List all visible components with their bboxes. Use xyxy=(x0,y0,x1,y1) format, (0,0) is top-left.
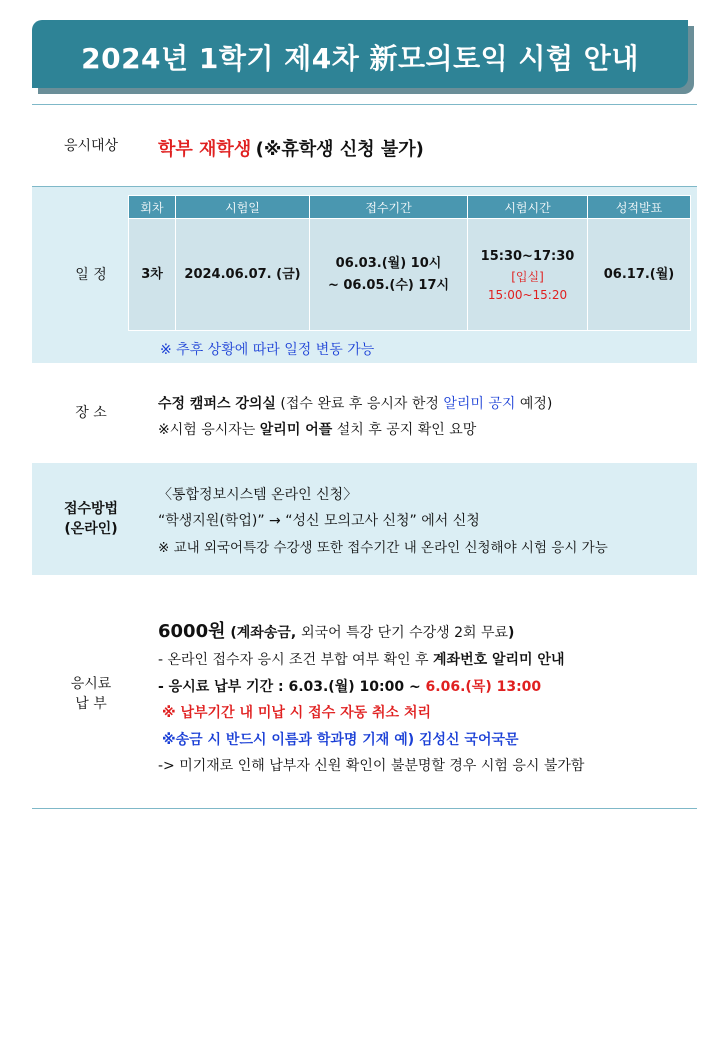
page-title: 2024년 1학기 제4차 新모의토익 시험 안내 xyxy=(81,42,639,75)
fee-amount: 6000원 xyxy=(158,621,226,642)
table-row xyxy=(129,219,691,331)
location-note-a: (접수 완료 후 응시자 한정 xyxy=(275,396,444,412)
exam-time: 15:30~17:30 xyxy=(480,248,575,264)
fee-line2 xyxy=(158,650,564,670)
cell-result: 06.17.(월) xyxy=(588,219,691,331)
divider xyxy=(32,104,697,105)
entry-label: [입실] xyxy=(511,269,544,284)
reg-end: ~ 06.05.(수) 17시 xyxy=(327,277,450,293)
location-line1 xyxy=(158,394,552,414)
schedule-label: 일 정 xyxy=(75,267,107,283)
col-header-date: 시험일 xyxy=(176,196,310,219)
location-line2-bold: 알리미 어플 xyxy=(259,422,333,438)
eligibility-main: 학부 재학생 xyxy=(158,139,252,160)
cell-date: 2024.06.07. (금) xyxy=(176,219,310,331)
fee-line4: ※ 납부기간 내 미납 시 접수 자동 취소 처리 xyxy=(162,705,431,721)
fee-line3-red: 6.06.(목) 13:00 xyxy=(425,679,542,695)
method-line3: ※ 교내 외국어특강 수강생 또한 접수기간 내 온라인 신청해야 시험 응시 가능 xyxy=(158,540,608,556)
entry-time: 15:00~15:20 xyxy=(487,287,568,302)
method-line2: “학생지원(학업)” → “성신 모의고사 신청” 에서 신청 xyxy=(158,513,480,529)
col-header-time: 시험시간 xyxy=(468,196,588,219)
fee-line2-bold: 계좌번호 알리미 안내 xyxy=(433,652,565,668)
eligibility-text xyxy=(158,138,424,163)
location-place: 수정 캠퍼스 강의실 xyxy=(158,396,276,412)
fee-line2-a: - 온라인 접수자 응시 조건 부합 여부 확인 후 xyxy=(158,652,434,668)
fee-amount-line xyxy=(158,620,514,645)
method-label-line2: (온라인) xyxy=(64,521,118,537)
location-line2-b: 설치 후 공지 확인 요망 xyxy=(332,422,477,438)
reg-start: 06.03.(월) 10시 xyxy=(335,255,442,271)
location-line2 xyxy=(158,420,476,440)
divider xyxy=(32,808,697,809)
fee-note-a: (계좌송금, xyxy=(225,625,302,641)
location-note-link: 알리미 공지 xyxy=(443,396,516,412)
cell-time xyxy=(468,219,588,331)
cell-registration xyxy=(310,219,468,331)
fee-line6: -> 미기재로 인해 납부자 신원 확인이 불분명할 경우 시험 응시 불가함 xyxy=(158,758,585,774)
fee-label-line2: 납 부 xyxy=(75,696,107,712)
fee-note-c: ) xyxy=(508,625,515,641)
method-label xyxy=(32,499,150,539)
eligibility-note: (※휴학생 신청 불가) xyxy=(255,139,424,160)
schedule-note: ※ 추후 상황에 따라 일정 변동 가능 xyxy=(160,342,375,358)
method-line1: 〈통합정보시스템 온라인 신청〉 xyxy=(158,487,358,503)
eligibility-label: 응시대상 xyxy=(63,138,119,154)
fee-label xyxy=(32,674,150,714)
schedule-table xyxy=(128,195,691,331)
fee-line3 xyxy=(158,677,541,697)
location-note-b: 예정) xyxy=(515,396,553,412)
fee-label-line1: 응시료 xyxy=(70,676,112,692)
title-banner xyxy=(32,20,688,88)
fee-line3-a: - 응시료 납부 기간 : 6.03.(월) 10:00 ~ xyxy=(158,679,426,695)
fee-line5: ※송금 시 반드시 이름과 학과명 기재 예) 김성신 국어국문 xyxy=(162,732,519,748)
cell-round: 3차 xyxy=(129,219,176,331)
location-line2-a: ※시험 응시자는 xyxy=(158,422,260,438)
col-header-round: 회차 xyxy=(129,196,176,219)
col-header-result: 성적발표 xyxy=(588,196,691,219)
table-header-row xyxy=(129,196,691,219)
col-header-registration: 접수기간 xyxy=(310,196,468,219)
fee-note-b: 외국어 특강 단기 수강생 2회 무료 xyxy=(301,625,509,641)
method-label-line1: 접수방법 xyxy=(63,501,119,517)
location-label: 장 소 xyxy=(75,405,107,421)
